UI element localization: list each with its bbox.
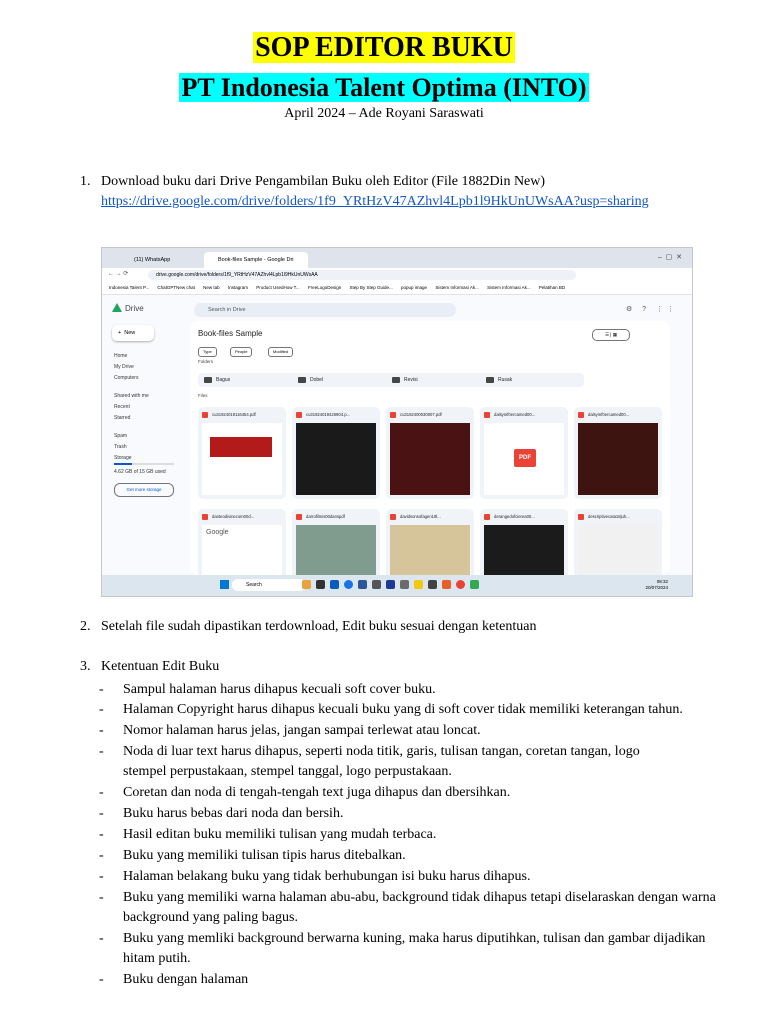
list-item: Halaman Copyright harus dihapus kecuali buku yang di soft cover tidak memiliki keterangan tahun. xyxy=(123,702,683,717)
file-thumbnail xyxy=(296,423,376,495)
taskbar-chrome-icon[interactable] xyxy=(344,580,353,589)
bookmark-item[interactable]: FreeLogoDesign xyxy=(307,285,342,290)
folder-bagus[interactable]: Bagus xyxy=(198,373,302,387)
taskbar-app-icon[interactable] xyxy=(330,580,339,589)
taskbar-app-icon[interactable] xyxy=(400,580,409,589)
file-thumbnail xyxy=(202,423,282,495)
view-toggle[interactable]: ☰ | ▦ xyxy=(592,329,630,341)
drive-logo[interactable] xyxy=(112,303,144,313)
list-bullet: - xyxy=(99,744,104,759)
file-name: cu3192400030007.pdf xyxy=(390,410,474,420)
folder-dobel[interactable]: Dobel xyxy=(292,373,396,387)
list-bullet: - xyxy=(99,702,104,717)
bookmark-item[interactable]: Sistem Informasi Ak... xyxy=(435,285,479,290)
list-item: Coretan dan noda di tengah-tengah text juga dihapus dan dbersihkan. xyxy=(123,785,511,800)
cornell-library-banner xyxy=(210,437,272,457)
nav-arrows-icon[interactable]: ← → ⟳ xyxy=(108,271,129,277)
pdf-icon: PDF xyxy=(514,449,536,467)
file-name: derangedofcierea00... xyxy=(484,512,568,522)
list-item: Buku yang memiliki warna halaman abu-abu, background tidak dihapus tetapi diselaraskan dengan warna background yang paling bagus. xyxy=(123,890,716,925)
drive-app xyxy=(102,295,692,575)
drive-main-panel xyxy=(190,321,670,575)
storage-bar xyxy=(114,463,174,465)
company-block xyxy=(0,72,768,104)
step-number: 2. xyxy=(80,619,91,634)
list-item: Buku yang memliki background berwarna kuning, maka harus diputihkan, tulisan dan gambar dijadikan hitam putih. xyxy=(123,931,706,966)
tab-whatsapp[interactable]: (11) WhatsApp xyxy=(134,257,171,263)
taskbar-app-icon[interactable] xyxy=(428,580,437,589)
drive-screenshot xyxy=(101,247,693,597)
sidebar-item-recent[interactable]: Recent xyxy=(114,404,130,410)
taskbar-app-icon[interactable] xyxy=(442,580,451,589)
taskbar-app-icon[interactable] xyxy=(470,580,479,589)
clock-date: 20/07/2024 xyxy=(645,585,668,590)
file-card[interactable] xyxy=(198,407,286,499)
folder-title[interactable]: Book-files Sample xyxy=(198,329,263,338)
bookmark-item[interactable]: Product UsedHow T... xyxy=(256,285,300,290)
bookmark-item[interactable]: popup image xyxy=(401,285,428,290)
drive-link-wrap xyxy=(101,192,649,212)
taskbar-app-icon[interactable] xyxy=(414,580,423,589)
list-bullet: - xyxy=(99,806,104,821)
list-bullet: - xyxy=(99,931,104,946)
system-tray-clock[interactable] xyxy=(645,579,668,591)
folder-rusak[interactable]: Rusak xyxy=(480,373,584,387)
address-bar-row xyxy=(102,268,692,282)
company-name: PT Indonesia Talent Optima (INTO) xyxy=(181,73,587,102)
taskbar-app-icon[interactable] xyxy=(372,580,381,589)
drive-search-input[interactable]: Search in Drive xyxy=(194,303,456,317)
clock-time: 08:32 xyxy=(656,579,668,584)
file-name: davidsonsofagen18l... xyxy=(390,512,474,522)
drive-folder-link[interactable]: https://drive.google.com/drive/folders/1f9_YRtHzV47AZhvl4Lpb1l9HkUnUWsAA?usp=sharing xyxy=(101,194,649,209)
new-button[interactable]: + New xyxy=(112,325,154,341)
bookmark-item[interactable]: Indonesia Talent P... xyxy=(109,285,150,290)
sidebar-item-home[interactable]: Home xyxy=(114,353,128,359)
file-name: cu31924019116454.pdf xyxy=(202,410,286,420)
window-controls-icon[interactable]: – ▢ ✕ xyxy=(657,254,682,261)
bookmark-item[interactable]: Sistem Informasi Ak... xyxy=(487,285,531,290)
bookmark-item[interactable]: Pelatihan BD xyxy=(538,285,566,290)
byline: April 2024 – Ade Royani Saraswati xyxy=(284,106,484,121)
new-button-label: New xyxy=(124,330,136,336)
list-item: Noda di luar text harus dihapus, seperti noda titik, garis, tulisan tangan, coretan tangan, logo stempel perpustakaan, stempel tanggal, logo perpustakaan. xyxy=(123,744,640,779)
address-bar[interactable]: drive.google.com/drive/folders/1f9_YRtHzV47AZhvl4Lpb1l9HkUnUWsAA xyxy=(148,270,576,280)
taskbar-app-icon[interactable] xyxy=(358,580,367,589)
folders-label: Folders xyxy=(198,359,214,364)
drive-logo-icon xyxy=(112,303,122,312)
step-1-text: Download buku dari Drive Pengambilan Buku oleh Editor (File 1882Din New) xyxy=(101,174,546,189)
file-card[interactable] xyxy=(480,407,568,499)
file-name: darrofilmis00danspdf xyxy=(296,512,380,522)
google-text: Google xyxy=(206,529,229,536)
step-number: 1. xyxy=(80,174,91,189)
folder-revisi[interactable]: Revisi xyxy=(386,373,490,387)
file-thumbnail xyxy=(578,423,658,495)
step-number: 3. xyxy=(80,659,91,674)
file-name: descriptivecata18juh... xyxy=(578,512,662,522)
taskbar-search[interactable]: Search xyxy=(232,579,306,591)
bookmarks-bar xyxy=(102,282,692,295)
file-card[interactable] xyxy=(386,407,474,499)
bookmark-item[interactable]: Step By Step Guide... xyxy=(349,285,393,290)
list-bullet: - xyxy=(99,785,104,800)
windows-taskbar xyxy=(102,575,692,596)
list-bullet: - xyxy=(99,869,104,884)
tab-drive[interactable]: Book-files Sample - Google Dri xyxy=(204,252,308,268)
list-bullet: - xyxy=(99,972,104,987)
taskbar-app-icon[interactable] xyxy=(316,580,325,589)
list-item: Buku harus bebas dari noda dan bersih. xyxy=(123,806,344,821)
file-name: danteodivinecom00d... xyxy=(202,512,286,522)
browser-tab-bar xyxy=(102,248,692,268)
file-name: dalsymf0ercamed00... xyxy=(484,410,568,420)
taskbar-app-icon[interactable] xyxy=(386,580,395,589)
storage-text: 4.62 GB of 15 GB used xyxy=(114,469,166,475)
list-item: Hasil editan buku memiliki tulisan yang mudah terbaca. xyxy=(123,827,437,842)
file-card[interactable] xyxy=(574,407,662,499)
list-item: Buku dengan halaman xyxy=(123,972,249,987)
document-title: SOP EDITOR BUKU xyxy=(255,32,513,63)
sidebar-item-spam[interactable]: Spam xyxy=(114,433,128,439)
sidebar-item-computers[interactable]: Computers xyxy=(114,375,139,381)
filter-people[interactable]: People xyxy=(230,347,252,357)
sidebar-item-trash[interactable]: Trash xyxy=(114,444,127,450)
list-bullet: - xyxy=(99,682,104,697)
drive-app-name: Drive xyxy=(125,304,144,313)
bookmark-item[interactable]: Instagram xyxy=(227,285,248,290)
files-label: Files xyxy=(198,393,208,398)
step-2-text: Setelah file sudah dipastikan terdownload, Edit buku sesuai dengan ketentuan xyxy=(101,619,537,634)
file-thumbnail xyxy=(484,423,564,495)
sidebar-item-starred[interactable]: Starred xyxy=(114,415,131,421)
file-name: dalsymf0ercamed00... xyxy=(578,410,662,420)
list-bullet: - xyxy=(99,723,104,738)
file-card[interactable] xyxy=(292,407,380,499)
bookmark-item[interactable]: New tab xyxy=(203,285,220,290)
file-name: cu31924019426904.p... xyxy=(296,410,380,420)
list-item: Sampul halaman harus dihapus kecuali soft cover buku. xyxy=(123,682,436,697)
list-item: Buku yang memiliki tulisan tipis harus ditebalkan. xyxy=(123,848,406,863)
file-thumbnail xyxy=(390,423,470,495)
taskbar-app-icon[interactable] xyxy=(302,580,311,589)
list-bullet: - xyxy=(99,848,104,863)
step-3-text: Ketentuan Edit Buku xyxy=(101,659,220,674)
list-item: Nomor halaman harus jelas, jangan sampai terlewat atau loncat. xyxy=(123,723,481,738)
top-right-icons[interactable]: ⚙ ? ⋮⋮ xyxy=(625,306,678,313)
title-block xyxy=(0,31,768,65)
list-bullet: - xyxy=(99,890,104,905)
filter-type[interactable]: Type xyxy=(198,347,217,357)
bookmark-item[interactable]: ChatGPTNew chat xyxy=(157,285,195,290)
sidebar-item-my-drive[interactable]: My Drive xyxy=(114,364,134,370)
list-bullet: - xyxy=(99,827,104,842)
filter-modified[interactable]: Modified xyxy=(268,347,293,357)
get-storage-button[interactable]: Get more storage xyxy=(114,483,174,497)
sidebar-item-shared[interactable]: Shared with me xyxy=(114,393,149,399)
taskbar-app-icon[interactable] xyxy=(456,580,465,589)
sidebar-item-storage[interactable]: Storage xyxy=(114,455,132,461)
list-item: Halaman belakang buku yang tidak berhubungan isi buku harus dihapus. xyxy=(123,869,531,884)
windows-start-icon[interactable] xyxy=(220,580,229,589)
